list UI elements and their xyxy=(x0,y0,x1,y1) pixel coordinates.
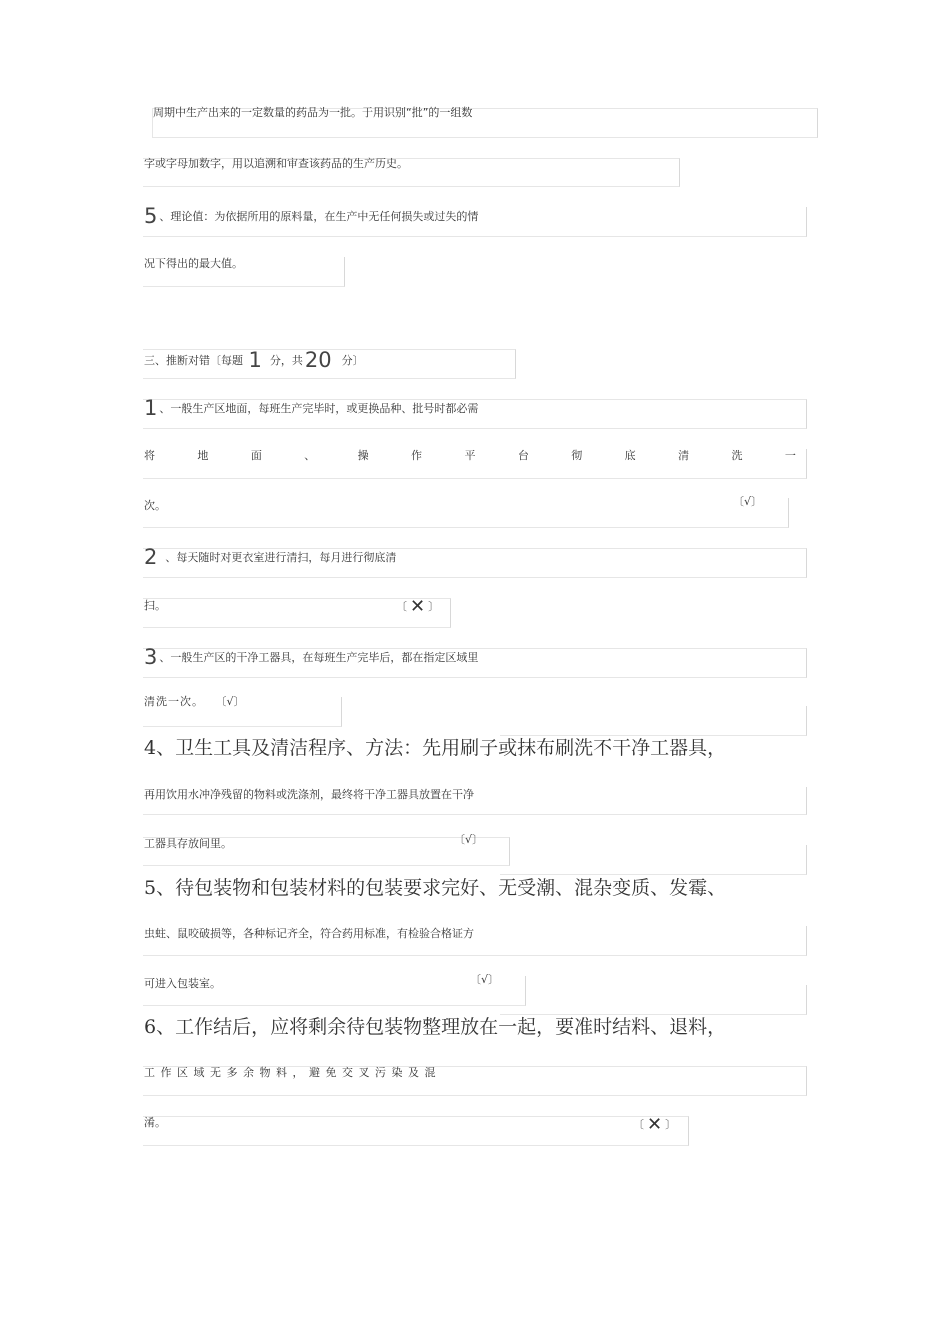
question-4-line: 再用饮用水冲净残留的物料或洗涤剂，最终将干净工器具放置在干净 xyxy=(144,788,474,801)
question-1-end: 次。 xyxy=(144,499,166,512)
question-2-end: 扫。 xyxy=(144,599,166,612)
text-frame xyxy=(500,706,807,736)
definition-item xyxy=(144,205,478,227)
question-number: 1 xyxy=(144,396,158,420)
question-3: 3 、一般生产区的干净工器具，在每班生产完毕后，都在指定区域里 xyxy=(144,645,479,669)
question-6: 6、工作结后，应将剩余待包装物整理放在一起，要准时结料、退料， xyxy=(144,1016,727,1038)
definition-line: 周期中生产出来的一定数量的药品为一批。于用识别“批”的一组数 xyxy=(153,106,473,119)
text-frame xyxy=(500,845,807,875)
question-3-end: 清洗一次。 〔√〕 xyxy=(144,695,245,708)
definition-line: 字或字母加数字，用以追溯和审查该药品的生产历史。 xyxy=(144,157,408,170)
definition-line: 况下得出的最大值。 xyxy=(144,257,243,270)
question-4-line: 工器具存放间里。 xyxy=(144,837,232,850)
question-6-line: 淆。 xyxy=(144,1116,166,1129)
answer-mark: 〔 ✕ 〕 xyxy=(633,1114,677,1135)
question-6-line: 工作区域无多余物料，避免交叉污染及混 xyxy=(144,1066,441,1079)
question-4: 4、卫生工具及清洁程序、方法：先用刷子或抹布刷洗不干净工器具， xyxy=(144,737,727,759)
score-total: 20 xyxy=(304,348,332,372)
answer-mark: 〔√〕 xyxy=(733,495,763,508)
answer-mark: 〔√〕 xyxy=(470,973,500,986)
question-5-line: 可进入包装室。 xyxy=(144,977,221,990)
text-frame xyxy=(143,498,789,528)
answer-mark: 〔 ✕ 〕 xyxy=(396,596,440,617)
question-5-line: 虫蛀、鼠咬破损等，各种标记齐全，符合药用标准，有检验合格证方 xyxy=(144,927,474,940)
section-heading: 三、推断对错〔每题 1 分，共20 分〕 xyxy=(144,348,364,372)
question-number: 2 xyxy=(144,545,158,569)
answer-mark: 〔√〕 xyxy=(454,833,484,846)
item-number: 5 xyxy=(144,204,158,228)
question-2: 2 、每天随时对更衣室进行清扫，每月进行彻底清 xyxy=(144,545,397,569)
question-1: 1 、一般生产区地面，每班生产完毕时，或更换品种、批号时都必需 xyxy=(144,396,479,420)
question-number: 3 xyxy=(144,645,158,669)
cross-icon: ✕ xyxy=(410,596,426,617)
score-each: 1 xyxy=(248,348,262,372)
text-frame xyxy=(143,1116,689,1146)
cross-icon: ✕ xyxy=(647,1114,663,1135)
item-text: 、理论值：为依据所用的原料量，在生产中无任何损失或过失的情 xyxy=(159,210,479,223)
answer-mark: 〔√〕 xyxy=(215,695,245,708)
text-frame xyxy=(500,985,807,1015)
question-1-justified-line: 将 地 面 、 操 作 平 台 彻 底 清 洗 一 xyxy=(144,449,796,462)
question-5: 5、待包装物和包装材料的包装要求完好、无受潮、混杂变质、发霉、 xyxy=(144,877,727,899)
